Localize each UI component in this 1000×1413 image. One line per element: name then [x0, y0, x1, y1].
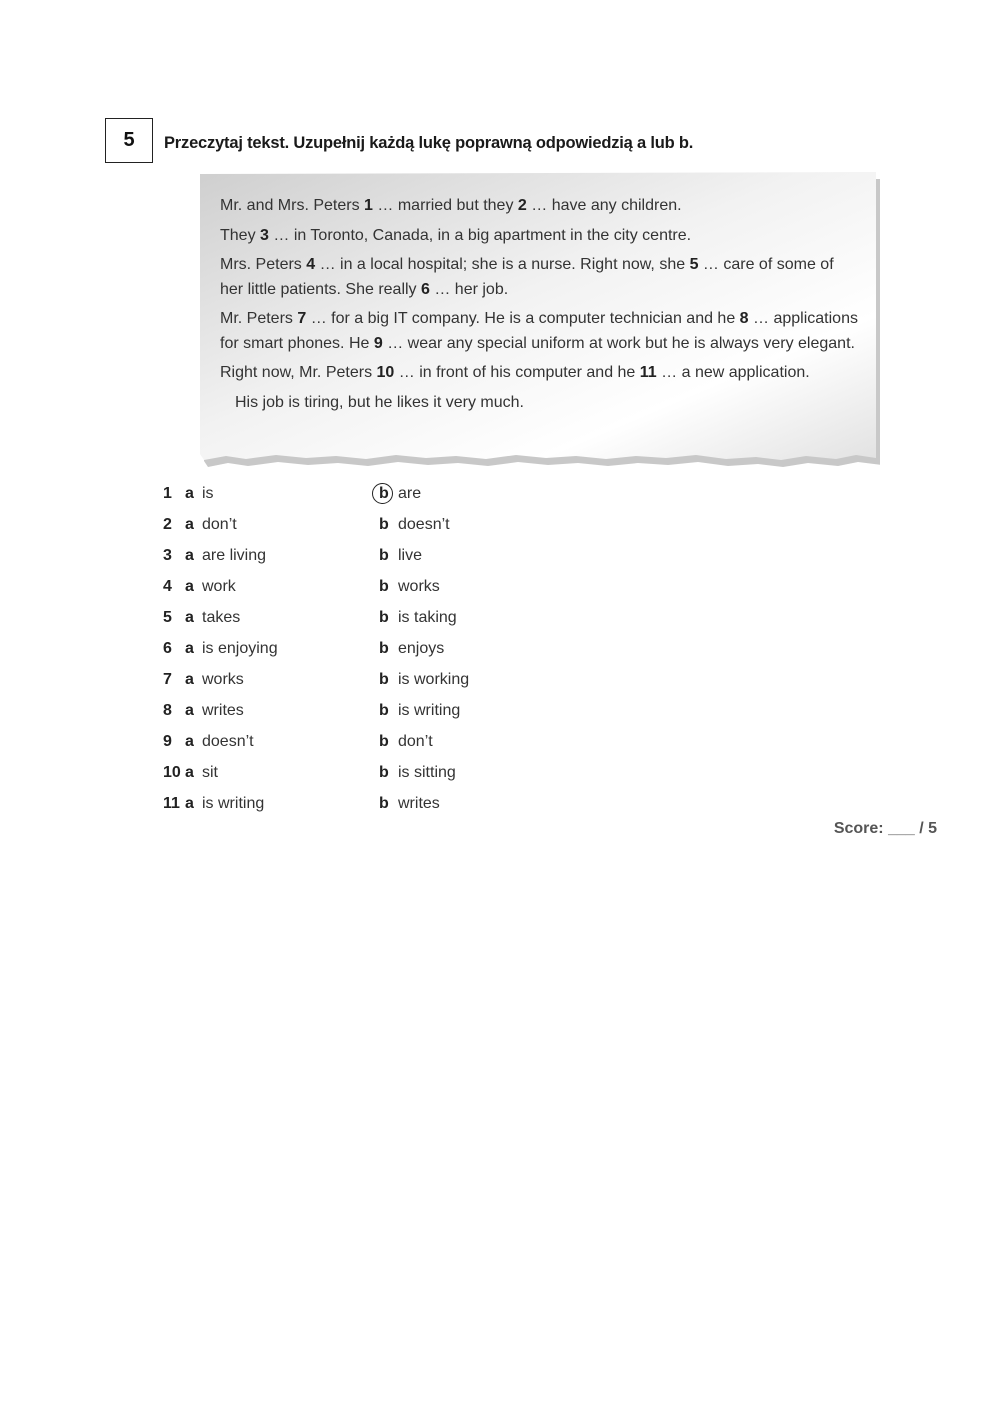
- passage-paragraph-3: Mrs. Peters 4 … in a local hospital; she is a nurse. Right now, she 5 … care of some of her little patients. She really 6 … her job.: [220, 256, 834, 298]
- option-a-text[interactable]: is writing: [202, 795, 265, 812]
- passage-paragraph-4: Mr. Peters 7 … for a big IT company. He is a computer technician and he 8 … applications for smart phones. He 9 … wear any special uniform at work but he is always very elegant.: [220, 310, 858, 352]
- question-number: 11: [163, 795, 180, 812]
- option-a-label[interactable]: a: [185, 640, 194, 657]
- option-a-label[interactable]: a: [185, 671, 194, 688]
- option-a-label[interactable]: a: [185, 516, 194, 533]
- question-number: 9: [163, 733, 172, 750]
- option-a-label[interactable]: a: [185, 578, 194, 595]
- score-line: Score: ___ / 5: [833, 820, 937, 837]
- option-b-label[interactable]: b: [379, 640, 389, 657]
- passage-paragraph-1: Mr. and Mrs. Peters 1 … married but they 2 … have any children.: [220, 197, 682, 214]
- option-row-1: [163, 482, 583, 513]
- option-b-label[interactable]: b: [379, 733, 389, 750]
- question-number: 10: [163, 764, 181, 781]
- passage-paragraph-2: They 3 … in Toronto, Canada, in a big apartment in the city centre.: [220, 226, 692, 244]
- option-a-label[interactable]: a: [185, 702, 194, 719]
- option-a-label[interactable]: a: [185, 485, 194, 502]
- question-number: 3: [163, 547, 172, 564]
- option-row-6: [163, 637, 583, 668]
- option-b-text[interactable]: works: [398, 578, 440, 595]
- option-b-label[interactable]: b: [379, 516, 389, 533]
- question-number: 8: [163, 702, 172, 719]
- option-b-text[interactable]: are: [398, 485, 422, 502]
- passage-text: [220, 194, 860, 420]
- option-b-text[interactable]: is taking: [398, 609, 457, 626]
- option-b-text[interactable]: writes: [398, 795, 440, 812]
- option-b-label[interactable]: b: [379, 547, 389, 564]
- passage-paragraph-5: Right now, Mr. Peters 10 … in front of his computer and he 11 … a new application.: [220, 364, 810, 381]
- option-row-10: [163, 761, 583, 792]
- question-number: 6: [163, 640, 172, 657]
- answer-options-list: [163, 482, 583, 823]
- question-number: 5: [163, 609, 172, 626]
- question-number: 4: [163, 578, 172, 595]
- option-a-text[interactable]: is enjoying: [202, 640, 278, 657]
- option-b-label[interactable]: b: [379, 702, 389, 719]
- option-b-text[interactable]: don’t: [398, 733, 433, 750]
- option-b-text[interactable]: live: [398, 547, 423, 564]
- option-a-label[interactable]: a: [185, 764, 194, 781]
- option-row-7: [163, 668, 583, 699]
- option-a-label[interactable]: a: [185, 795, 194, 812]
- option-a-text[interactable]: works: [202, 671, 244, 688]
- option-a-text[interactable]: sit: [202, 764, 218, 781]
- reading-passage-card: [196, 172, 880, 468]
- question-number: 2: [163, 516, 172, 533]
- option-a-text[interactable]: don’t: [202, 516, 237, 533]
- option-b-label[interactable]: b: [379, 795, 389, 812]
- option-a-label[interactable]: a: [185, 733, 194, 750]
- option-a-label[interactable]: a: [185, 547, 194, 564]
- option-b-text[interactable]: is sitting: [398, 764, 456, 781]
- option-b-text[interactable]: enjoys: [398, 640, 445, 657]
- option-row-2: [163, 513, 583, 544]
- option-a-text[interactable]: writes: [202, 702, 244, 719]
- option-row-8: [163, 699, 583, 730]
- option-b-text[interactable]: is working: [398, 671, 470, 688]
- exercise-number-box: [105, 118, 153, 163]
- option-row-11: [163, 792, 583, 823]
- option-row-5: [163, 606, 583, 637]
- option-a-text[interactable]: takes: [202, 609, 241, 626]
- option-b-text[interactable]: doesn’t: [398, 516, 450, 533]
- question-number: 7: [163, 671, 172, 688]
- question-number: 1: [163, 485, 172, 502]
- option-a-text[interactable]: are living: [202, 547, 267, 564]
- exercise-number: 5: [123, 129, 135, 151]
- option-a-text[interactable]: doesn’t: [202, 733, 254, 750]
- exercise-instruction: Przeczytaj tekst. Uzupełnij każdą lukę poprawną odpowiedzią a lub b.: [164, 134, 694, 152]
- option-row-9: [163, 730, 583, 761]
- option-b-label[interactable]: b: [379, 485, 389, 502]
- option-b-label[interactable]: b: [379, 609, 389, 626]
- passage-paragraph-6: His job is tiring, but he likes it very much.: [235, 393, 524, 411]
- option-a-text[interactable]: work: [202, 578, 236, 595]
- option-b-label[interactable]: b: [379, 671, 389, 688]
- option-a-text[interactable]: is: [202, 485, 214, 502]
- option-b-text[interactable]: is writing: [398, 702, 461, 719]
- option-b-label[interactable]: b: [379, 578, 389, 595]
- option-row-4: [163, 575, 583, 606]
- option-row-3: [163, 544, 583, 575]
- option-b-label[interactable]: b: [379, 764, 389, 781]
- option-a-label[interactable]: a: [185, 609, 194, 626]
